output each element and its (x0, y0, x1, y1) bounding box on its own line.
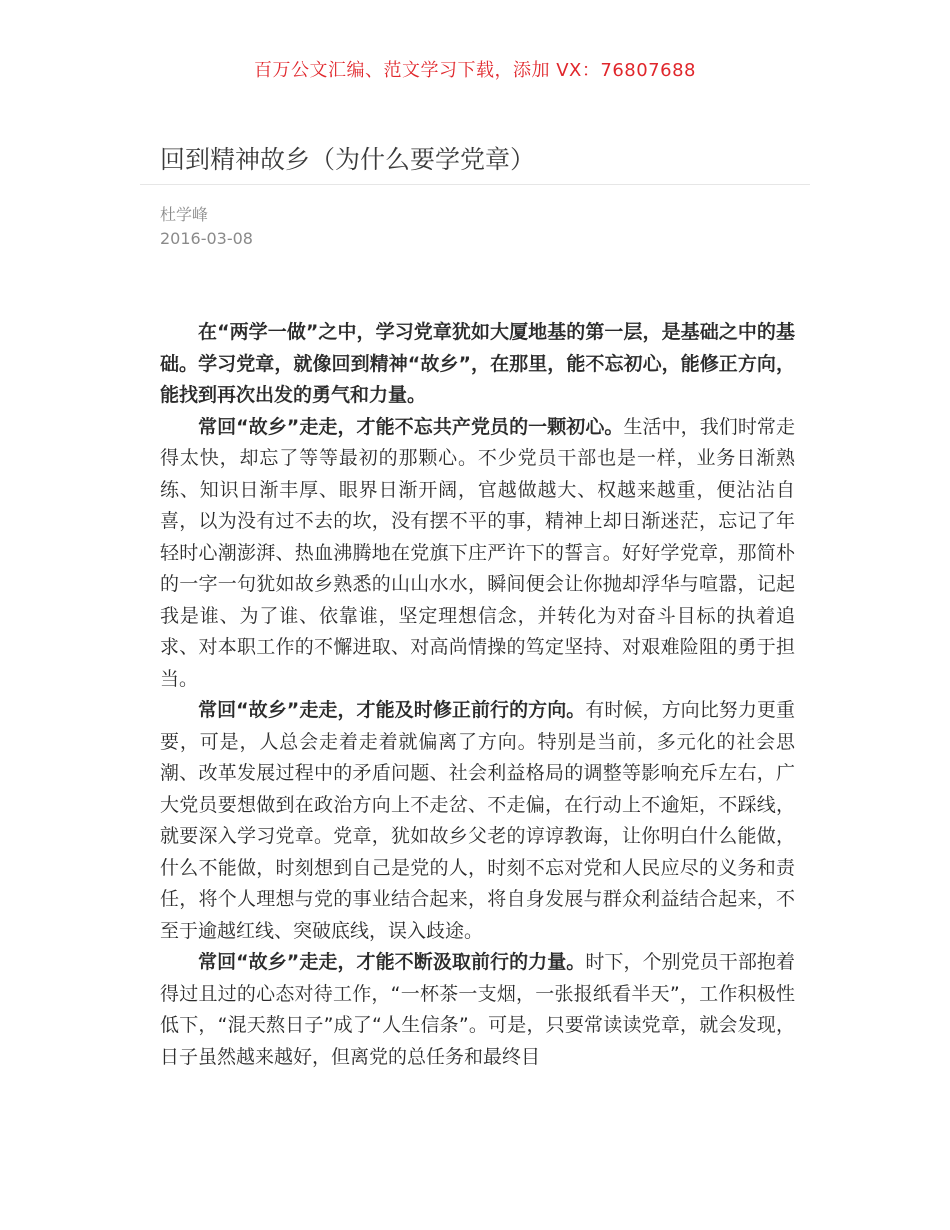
paragraph-text: 时下，个别党员干部抱着得过且过的心态对待工作，“一杯茶一支烟，一张报纸看半天”，工作积极性低下，“混天熬日子”成了“人生信条”。可是，只要常读读党章，就会发现，日子虽然越来越好，但离党的总任务和最终目 (160, 951, 795, 1068)
promo-banner: 百万公文汇编、范文学习下载，添加 VX：76807688 (254, 60, 696, 81)
intro-paragraph: 在“两学一做”之中，学习党章犹如大厦地基的第一层，是基础之中的基础。学习党章，就像回到精神“故乡”，在那里，能不忘初心，能修正方向，能找到再次出发的勇气和力量。 (160, 321, 795, 406)
author-name: 杜学峰 (160, 205, 209, 224)
paragraph-heading: 常回“故乡”走走，才能及时修正前行的方向。 (198, 699, 586, 721)
paragraph-heading: 常回“故乡”走走，才能不断汲取前行的力量。 (198, 951, 586, 973)
article-meta (160, 203, 253, 251)
article-body (160, 317, 795, 1073)
paragraph-text: 生活中，我们时常走得太快，却忘了等等最初的那颗心。不少党员干部也是一样，业务日渐熟练、知识日渐丰厚、眼界日渐开阔，官越做越大、权越来越重，便沾沾自喜，以为没有过不去的坎，没有摆不平的事，精神上却日渐迷茫，忘记了年轻时心潮澎湃、热血沸腾地在党旗下庄严许下的誓言。好好学党章，那简朴的一字一句犹如故乡熟悉的山山水水，瞬间便会让你抛却浮华与喧嚣，记起我是谁、为了谁、依靠谁，坚定理想信念，并转化为对奋斗目标的执着追求、对本职工作的不懈进取、对高尚情操的笃定坚持、对艰难险阻的勇于担当。 (160, 415, 795, 690)
article-title: 回到精神故乡（为什么要学党章） (160, 145, 536, 174)
body-paragraph (160, 947, 795, 1073)
title-divider (140, 184, 810, 185)
body-paragraph (160, 412, 795, 696)
paragraph-text: 有时候，方向比努力更重要，可是，人总会走着走着就偏离了方向。特别是当前，多元化的社会思潮、改革发展过程中的矛盾问题、社会利益格局的调整等影响充斥左右，广大党员要想做到在政治方向上不走岔、不走偏，在行动上不逾矩，不踩线，就要深入学习党章。党章，犹如故乡父老的谆谆教诲，让你明白什么能做，什么不能做，时刻想到自己是党的人，时刻不忘对党和人民应尽的义务和责任，将个人理想与党的事业结合起来，将自身发展与群众利益结合起来，不至于逾越红线、突破底线，误入歧途。 (160, 699, 795, 942)
body-paragraph (160, 695, 795, 947)
publish-date: 2016-03-08 (160, 229, 253, 248)
paragraph-heading: 常回“故乡”走走，才能不忘共产党员的一颗初心。 (198, 415, 624, 438)
